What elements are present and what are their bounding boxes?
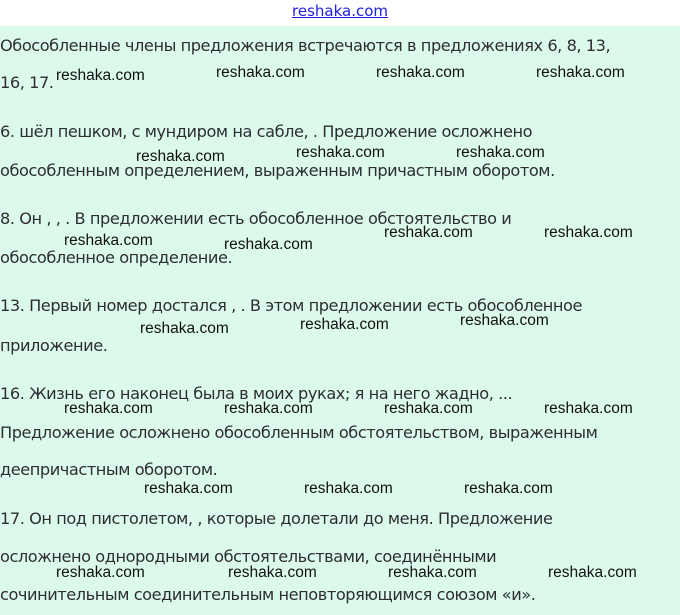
watermark: reshaka.com (456, 144, 545, 161)
site-link[interactable]: reshaka.com (292, 2, 388, 20)
watermark: reshaka.com (136, 148, 225, 165)
text-line: приложение. (0, 336, 108, 355)
watermark: reshaka.com (464, 480, 553, 497)
text-line: Предложение осложнено обособленным обстоятельством, выраженным (0, 423, 598, 442)
watermark: reshaka.com (460, 312, 549, 329)
watermark: reshaka.com (56, 564, 145, 581)
watermark: reshaka.com (384, 224, 473, 241)
watermark: reshaka.com (388, 564, 477, 581)
watermark: reshaka.com (140, 320, 229, 337)
text-line: 17. Он под пистолетом, , которые долетали до меня. Предложение (0, 509, 553, 528)
watermark: reshaka.com (548, 564, 637, 581)
watermark: reshaka.com (544, 400, 633, 417)
watermark: reshaka.com (56, 67, 145, 84)
site-header (0, 0, 680, 26)
watermark: reshaka.com (384, 400, 473, 417)
text-line: 16, 17. (0, 73, 54, 92)
text-line: сочинительным соединительным неповторяющимся союзом «и». (0, 585, 536, 604)
watermark: reshaka.com (224, 400, 313, 417)
text-line: 13. Первый номер достался , . В этом предложении есть обособленное (0, 296, 583, 315)
watermark: reshaka.com (544, 224, 633, 241)
text-line: осложнено однородными обстоятельствами, соединёнными (0, 547, 497, 566)
text-line: обособленное определение. (0, 248, 233, 267)
text-line: 16. Жизнь его наконец была в моих руках; я на него жадно, ... (0, 384, 513, 403)
watermark: reshaka.com (300, 316, 389, 333)
text-line: 6. шёл пешком, с мундиром на сабле, . Предложение осложнено (0, 122, 533, 141)
watermark: reshaka.com (228, 564, 317, 581)
watermark: reshaka.com (296, 144, 385, 161)
watermark: reshaka.com (144, 480, 233, 497)
text-line: деепричастным оборотом. (0, 460, 218, 479)
watermark: reshaka.com (376, 64, 465, 81)
watermark: reshaka.com (224, 236, 313, 253)
text-line: обособленным определением, выраженным причастным оборотом. (0, 161, 555, 180)
watermark: reshaka.com (536, 64, 625, 81)
text-line: 8. Он , , . В предложении есть обособленное обстоятельство и (0, 209, 512, 228)
watermark: reshaka.com (64, 232, 153, 249)
watermark: reshaka.com (64, 400, 153, 417)
text-line: Обособленные члены предложения встречаются в предложениях 6, 8, 13, (0, 36, 611, 55)
watermark: reshaka.com (216, 64, 305, 81)
watermark: reshaka.com (304, 480, 393, 497)
